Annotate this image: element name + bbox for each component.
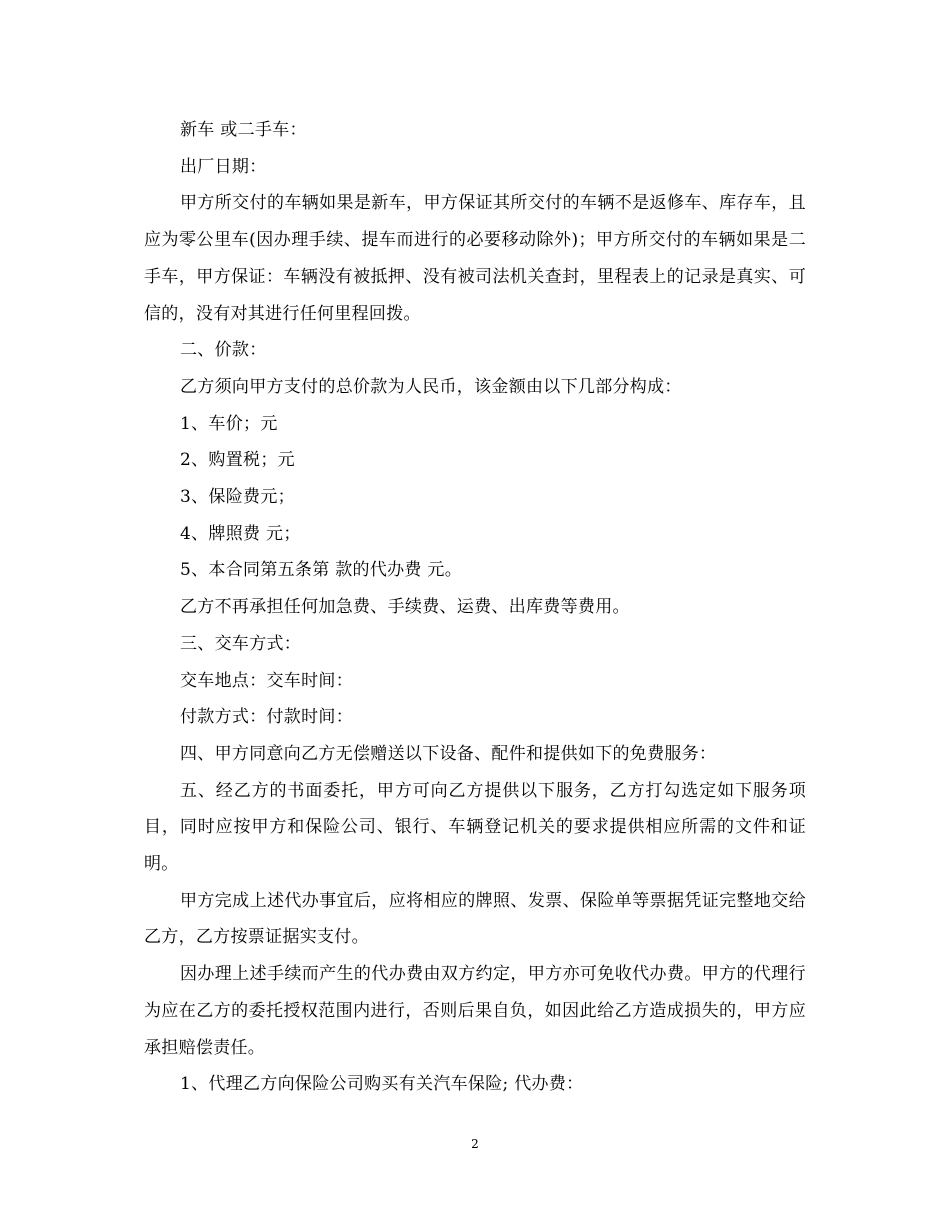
paragraph-vehicle-guarantee: 甲方所交付的车辆如果是新车，甲方保证其所交付的车辆不是返修车、库存车，且应为零公里车(因办理手续、提车而进行的必要移动除外)；甲方所交付的车辆如果是二手车，甲方保证：车辆没有被抵押、没有被司法机关查封，里程表上的记录是真实、可信的，没有对其进行任何里程回拨。 <box>144 193 806 324</box>
price-item-car: 1、车价；元 <box>180 413 278 434</box>
price-item-insurance: 3、保险费元； <box>180 487 295 508</box>
paragraph-manufacture-date: 出厂日期： <box>180 156 267 177</box>
price-item-purchase-tax: 2、购置税；元 <box>180 450 295 471</box>
page-number: 2 <box>471 1137 479 1151</box>
paragraph-vehicle-type: 新车 或二手车： <box>180 120 307 140</box>
section-heading-agency-services: 五、经乙方的书面委托，甲方可向乙方提供以下服务，乙方打勾选定如下服务项目，同时应按甲方和保险公司、银行、车辆登记机关的要求提供相应所需的文件和证明。 <box>144 780 806 875</box>
section-heading-delivery: 三、交车方式： <box>180 633 302 654</box>
paragraph-documents-handover: 甲方完成上述代办事宜后，应将相应的牌照、发票、保险单等票据凭证完整地交给乙方，乙方按票证据实支付。 <box>144 890 806 948</box>
price-item-license: 4、牌照费 元； <box>180 523 301 544</box>
section-heading-free-services: 四、甲方同意向乙方无偿赠送以下设备、配件和提供如下的免费服务： <box>180 743 717 764</box>
service-item-insurance: 1、代理乙方向保险公司购买有关汽车保险; 代办费： <box>180 1074 584 1095</box>
document-body <box>144 112 806 1103</box>
paragraph-no-extra-fees: 乙方不再承担任何加急费、手续费、运费、出库费等费用。 <box>180 597 630 618</box>
paragraph-total-price: 乙方须向甲方支付的总价款为人民币，该金额由以下几部分构成： <box>180 376 682 397</box>
paragraph-payment-method-time: 付款方式：付款时间： <box>180 707 353 728</box>
section-heading-price: 二、价款： <box>180 340 267 361</box>
price-item-agency-fee: 5、本合同第五条第 款的代办费 元。 <box>180 560 463 581</box>
paragraph-delivery-place-time: 交车地点：交车时间： <box>180 670 353 691</box>
paragraph-agency-fee-terms: 因办理上述手续而产生的代办费由双方约定，甲方亦可免收代办费。甲方的代理行为应在乙方的委托授权范围内进行，否则后果自负，如因此给乙方造成损失的，甲方应承担赔偿责任。 <box>144 964 806 1058</box>
